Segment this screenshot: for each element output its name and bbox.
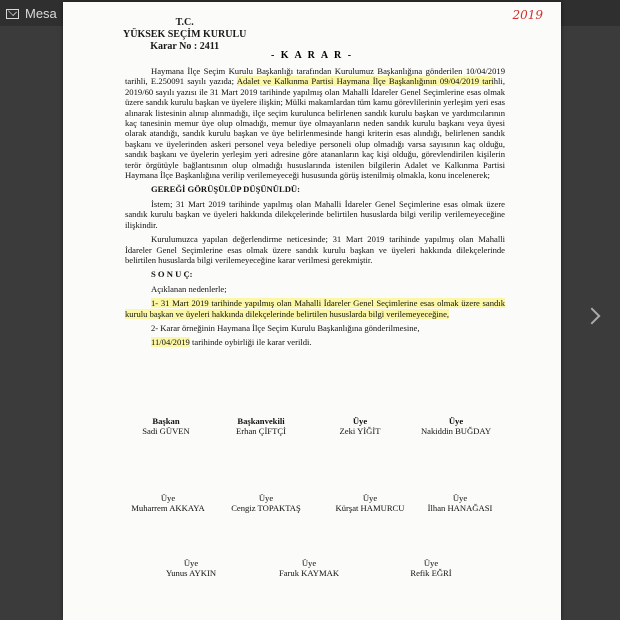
signature-name: Erhan ÇİFTÇİ bbox=[236, 426, 286, 436]
signature-name: İlhan HANAĞASI bbox=[427, 503, 493, 513]
signature-role: Başkan bbox=[152, 416, 180, 426]
signature-name: Refik EĞRİ bbox=[410, 568, 452, 578]
signature-role: Üye bbox=[352, 416, 368, 426]
signature-block bbox=[121, 416, 211, 436]
document-header bbox=[123, 17, 246, 53]
istem-paragraph: İstem; 31 Mart 2019 tarihinde yapılmış olan Mahalli İdareler Genel Seçimlerine esas olmak üzere sandık kurulu başkan ve üyeleri hakkında dilekçelerinde belirtilen hususlarda bilgi verilip verilemeyeceğine ilişkindir. bbox=[125, 198, 505, 230]
signature-block bbox=[211, 416, 311, 436]
signature-name: Faruk KAYMAK bbox=[278, 568, 340, 578]
decision-date-line bbox=[125, 337, 505, 347]
decision-item-2: 2- Karar örneğinin Haymana İlçe Seçim Kurulu Başkanlığına gönderilmesine, bbox=[151, 322, 420, 333]
decision-date: 11/04/2019 bbox=[151, 337, 190, 348]
sonuc-heading: S O N U Ç: bbox=[151, 269, 193, 280]
gerekci-heading: GEREĞİ GÖRÜŞÜLÜP DÜŞÜNÜLDÜ: bbox=[151, 184, 300, 195]
signature-role: Üye bbox=[160, 493, 176, 503]
decision-item-1 bbox=[125, 298, 505, 319]
signature-role: Üye bbox=[423, 558, 439, 568]
document-page bbox=[63, 2, 561, 620]
signature-name: Nakiddin BUĞDAY bbox=[420, 426, 492, 436]
document-body bbox=[125, 66, 505, 352]
intro-text-b: hli, 2019/60 sayılı yazısı ile 31 Mart 2019 tarihinde yapılmış olan Mahalli İdareler Genel Seçimlerine esas olmak üzere sandık kurulu başkan ve üyelere ilişkin; Mülki makamlardan tüm kamu görevlilerinin yerleşim yeri esas alınarak listesinin alınıp alınmadığı, ilçe seçim kurulunca belirlenen sandık kurulu başkan ve yardımcılarının kaç tanesinin memur üye olup olmadığı, memur üye olmayanların neden sandık kurulu başkanı veya üyesi olarak atandığı, sandık kurulu başkan ve üye belirlenmesinde hangi kriterin esas alındığı, belirlenen sandık başkanı ve üyelerinden askeri personel veya belediye personeli olup olmadığı varsa sayısının kaç olduğu, sandık başkanı ve üyelerin yerleşim yeri adresine göre atananların kaç kişi olduğu, görevlendirilen kişilerin terör örgütüyle bağlantısının olup olmadığı hususlarında istenilen bilgilerin Adalet ve Kalkınma Partisi Haymana İlçe Başkanlığına verilip verilemeyeceği hususunda görüş istenilmiş olmakla, konu incelenerek; bbox=[125, 76, 505, 181]
signature-name: Kürşat HAMURCU bbox=[335, 503, 405, 513]
signature-role: Üye bbox=[301, 558, 317, 568]
signature-block bbox=[315, 416, 405, 436]
signature-name: Zeki YİĞİT bbox=[339, 426, 381, 436]
signature-name: Sadi GÜVEN bbox=[142, 426, 190, 436]
signature-role: Üye bbox=[183, 558, 199, 568]
envelope-icon bbox=[6, 9, 19, 19]
signature-block bbox=[113, 493, 223, 513]
intro-text-a: Haymana İlçe Seçim Kurulu Başkanlığı tarafından Kurulumuz Başkanlığına gönderilen 10/04/2019 tarihli, E.250091 sayılı yazıda; bbox=[125, 66, 505, 87]
nedenler-line: Açıklanan nedenlerle; bbox=[151, 283, 227, 294]
signature-block bbox=[401, 416, 511, 436]
signature-role: Üye bbox=[452, 493, 468, 503]
degerlendirme-paragraph: Kurulumuzca yapılan değerlendirme neticesinde; 31 Mart 2019 tarihinde yapılmış olan Mahalli İdareler Genel Seçimlerine esas olmak üzere sandık kurulu başkan ve üyeleri hakkında dilekçelerinde belirtilen hususlarda bilgi verilemeyeceğine karar verilmesi gerekmiştir. bbox=[125, 234, 505, 265]
decision-item-1-text: 1- 31 Mart 2019 tarihinde yapılmış olan Mahalli İdareler Genel Seçimlerine esas olmak üzere sandık kurulu başkan ve üyeleri hakkında dilekçelerinde belirtilen hususlarda bilgi verilemeyeceğine, bbox=[125, 298, 505, 319]
header-karar-no: Karar No : 2411 bbox=[150, 41, 220, 52]
signature-block bbox=[405, 493, 515, 513]
signature-block bbox=[211, 493, 321, 513]
mail-tab-label: Mesa bbox=[25, 6, 57, 21]
signature-name: Yunus AYKIN bbox=[165, 568, 217, 578]
signature-name: Cengiz TOPAKTAŞ bbox=[231, 503, 301, 513]
intro-highlight: Adalet ve Kalkınma Partisi Haymana İlçe Başkanlığının 09/04/2019 tari bbox=[236, 76, 494, 87]
signature-role: Başkanvekili bbox=[237, 416, 285, 426]
signature-role: Üye bbox=[362, 493, 378, 503]
signature-name: Muharrem AKKAYA bbox=[131, 503, 205, 513]
signature-block bbox=[259, 558, 359, 578]
header-org: YÜKSEK SEÇİM KURULU bbox=[123, 29, 247, 40]
intro-paragraph bbox=[125, 66, 505, 180]
signature-role: Üye bbox=[258, 493, 274, 503]
signature-role: Üye bbox=[448, 416, 464, 426]
header-tc: T.C. bbox=[175, 17, 194, 28]
signature-block bbox=[141, 558, 241, 578]
decision-date-text: tarihinde oybirliği ile karar verildi. bbox=[189, 337, 312, 348]
document-title: - K A R A R - bbox=[270, 50, 354, 61]
handwritten-annotation: 2019 bbox=[512, 8, 543, 22]
mail-tab[interactable] bbox=[6, 6, 57, 21]
next-arrow-icon[interactable] bbox=[584, 308, 601, 325]
signature-block bbox=[381, 558, 481, 578]
